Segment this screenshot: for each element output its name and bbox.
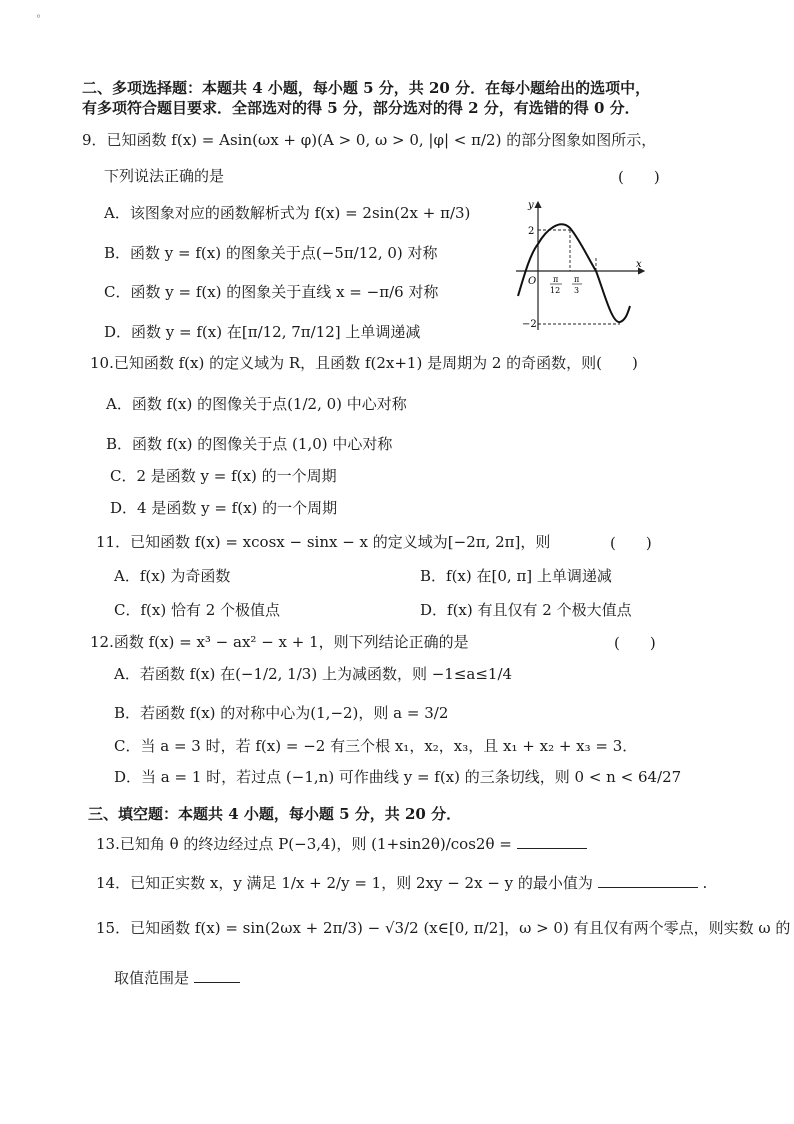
graph-xtick2-den: 3 bbox=[574, 286, 580, 295]
graph-ymax-label: 2 bbox=[528, 226, 535, 237]
graph-origin-label: O bbox=[528, 276, 537, 287]
scan-speck: ° bbox=[36, 14, 41, 25]
q11-answer-paren: ( ) bbox=[610, 534, 652, 552]
graph-x-label: x bbox=[636, 259, 642, 270]
q12-option-a: A．若函数 f(x) 在(−1/2, 1/3) 上为减函数，则 −1≤a≤1/4 bbox=[114, 665, 513, 683]
q14-stem bbox=[96, 873, 707, 893]
q10-option-a: A．函数 f(x) 的图像关于点(1/2, 0) 中心对称 bbox=[106, 395, 407, 413]
q9-stem-line2: 下列说法正确的是 bbox=[104, 167, 225, 185]
q9-option-d: D．函数 y = f(x) 在[π/12, 7π/12] 上单调递减 bbox=[104, 323, 421, 341]
q13-stem bbox=[96, 834, 587, 854]
q13-text: 13.已知角 θ 的终边经过点 P(−3,4)，则 (1+sin2θ)/cos2θ = bbox=[96, 835, 512, 853]
q13-answer-blank[interactable] bbox=[517, 834, 587, 849]
q11-stem: 11．已知函数 f(x) = xcosx − sinx − x 的定义域为[−2π, 2π]，则 bbox=[96, 533, 551, 551]
sine-curve bbox=[518, 224, 630, 322]
graph-xtick1-den: 12 bbox=[550, 286, 561, 295]
graph-ymin-label: −2 bbox=[522, 319, 537, 330]
q15-text2: 取值范围是 bbox=[114, 969, 190, 987]
q9-function-graph bbox=[508, 196, 654, 336]
q9-answer-paren: ( ) bbox=[618, 168, 660, 186]
q15-stem-line2 bbox=[114, 968, 240, 988]
section2-heading: 二、多项选择题：本题共 4 小题，每小题 5 分，共 20 分．在每小题给出的选项中， bbox=[82, 79, 651, 97]
section3-heading: 三、填空题：本题共 4 小题，每小题 5 分，共 20 分． bbox=[88, 805, 462, 823]
section2-heading-line2: 有多项符合题目要求．全部选对的得 5 分，部分选对的得 2 分，有选错的得 0 分． bbox=[82, 99, 640, 117]
q9-stem: 9．已知函数 f(x) = Asin(ωx + φ)(A > 0, ω > 0, |φ| < π/2) 的部分图象如图所示， bbox=[82, 131, 657, 149]
q12-stem: 12.函数 f(x) = x³ − ax² − x + 1，则下列结论正确的是 bbox=[90, 633, 469, 651]
q10-option-c: C．2 是函数 y = f(x) 的一个周期 bbox=[110, 467, 337, 485]
q9-option-c: C．函数 y = f(x) 的图象关于直线 x = −π/6 对称 bbox=[104, 283, 439, 301]
q15-stem: 15．已知函数 f(x) = sin(2ωx + 2π/3) − √3/2 (x∈[0, π/2]，ω > 0) 有且仅有两个零点，则实数 ω 的 bbox=[96, 919, 791, 937]
q15-answer-blank[interactable] bbox=[194, 968, 240, 983]
q11-option-a: A．f(x) 为奇函数 bbox=[114, 567, 231, 585]
q14-end: . bbox=[702, 874, 708, 892]
q11-option-c: C．f(x) 恰有 2 个极值点 bbox=[114, 601, 281, 619]
q11-option-d: D．f(x) 有且仅有 2 个极大值点 bbox=[420, 601, 632, 619]
graph-y-label: y bbox=[528, 200, 534, 211]
q14-answer-blank[interactable] bbox=[598, 873, 698, 888]
q11-option-b: B．f(x) 在[0, π] 上单调递减 bbox=[420, 567, 612, 585]
q14-text: 14．已知正实数 x，y 满足 1/x + 2/y = 1，则 2xy − 2x − y 的最小值为 bbox=[96, 874, 593, 892]
q12-option-c: C．当 a = 3 时，若 f(x) = −2 有三个根 x₁，x₂，x₃，且 x₁ + x₂ + x₃ = 3． bbox=[114, 737, 638, 755]
graph-xtick1-num: π bbox=[553, 275, 559, 284]
q9-option-a: A．该图象对应的函数解析式为 f(x) = 2sin(2x + π/3) bbox=[104, 204, 471, 222]
graph-xtick2-num: π bbox=[574, 275, 580, 284]
q12-option-d: D．当 a = 1 时，若过点 (−1,n) 可作曲线 y = f(x) 的三条切线，则 0 < n < 64/27 bbox=[114, 768, 682, 786]
q12-option-b: B．若函数 f(x) 的对称中心为(1,−2)，则 a = 3/2 bbox=[114, 704, 449, 722]
q10-stem: 10.已知函数 f(x) 的定义域为 R，且函数 f(2x+1) 是周期为 2 的奇函数，则( ) bbox=[90, 354, 638, 372]
q10-option-b: B．函数 f(x) 的图像关于点 (1,0) 中心对称 bbox=[106, 435, 393, 453]
q10-option-d: D．4 是函数 y = f(x) 的一个周期 bbox=[110, 499, 338, 517]
q12-answer-paren: ( ) bbox=[614, 634, 656, 652]
q9-option-b: B．函数 y = f(x) 的图象关于点(−5π/12, 0) 对称 bbox=[104, 244, 438, 262]
